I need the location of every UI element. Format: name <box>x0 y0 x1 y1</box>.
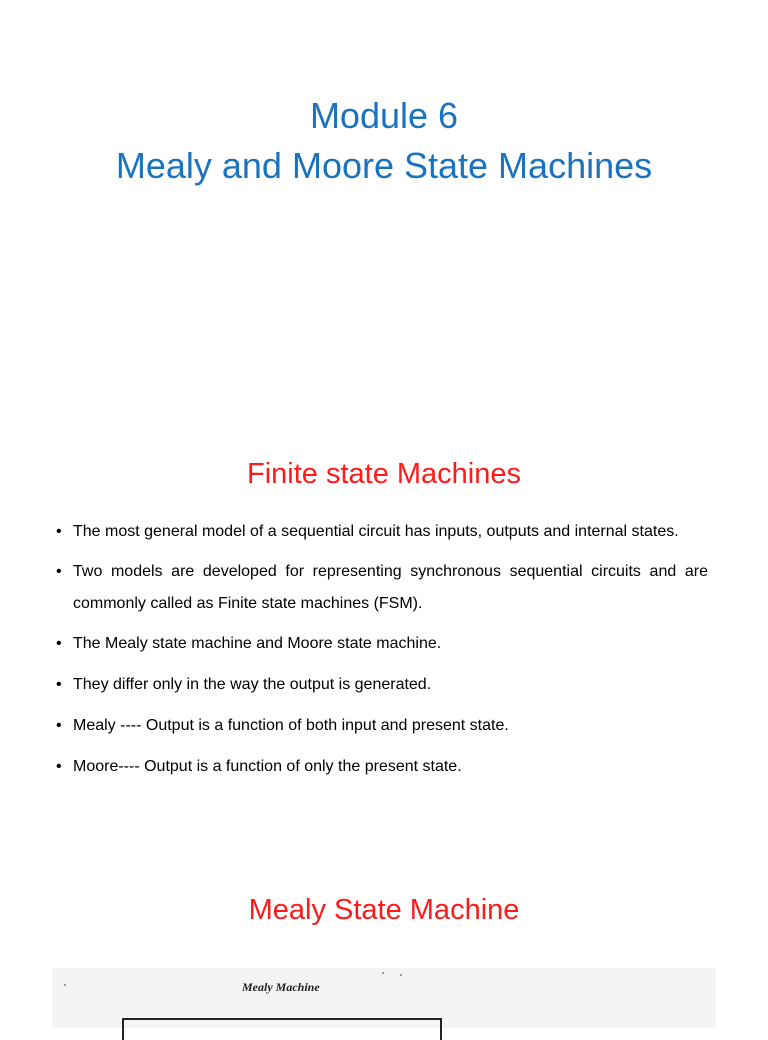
bullet-text: They differ only in the way the output is generated. <box>73 676 432 693</box>
bullet-item <box>56 628 708 660</box>
fsm-heading: Finite state Machines <box>246 458 521 490</box>
bullet-dot-icon: • <box>56 523 62 540</box>
scan-speck <box>400 974 402 976</box>
module-subtitle: Mealy and Moore State Machines <box>115 145 653 186</box>
mealy-heading: Mealy State Machine <box>248 894 520 926</box>
bullet-text: The Mealy state machine and Moore state machine. <box>73 635 442 652</box>
bullet-text: Moore---- Output is a function of only the present state. <box>73 758 462 775</box>
mealy-diagram-scan <box>52 968 716 1028</box>
bullet-item <box>56 710 708 742</box>
mealy-diagram-box <box>122 1018 442 1040</box>
bullet-dot-icon: • <box>56 676 62 693</box>
bullet-dot-icon: • <box>56 563 62 580</box>
fsm-slide <box>0 420 768 860</box>
title-slide <box>0 0 768 420</box>
mealy-slide <box>0 860 768 1024</box>
mealy-diagram-label: Mealy Machine <box>242 980 320 994</box>
bullet-item <box>56 556 708 620</box>
scan-speck <box>64 984 66 986</box>
bullet-item <box>56 516 708 548</box>
bullet-text: The most general model of a sequential circuit has inputs, outputs and internal states. <box>73 523 679 540</box>
fsm-bullet-list <box>56 516 708 792</box>
bullet-item <box>56 751 708 783</box>
bullet-text: Two models are developed for representing synchronous sequential circuits and are commonly called as Finite state machines (FSM). <box>73 563 708 612</box>
bullet-dot-icon: • <box>56 758 62 775</box>
bullet-dot-icon: • <box>56 635 62 652</box>
bullet-text: Mealy ---- Output is a function of both input and present state. <box>73 717 509 734</box>
module-title: Module 6 <box>309 95 459 136</box>
bullet-item <box>56 669 708 701</box>
scan-speck <box>382 972 384 974</box>
bullet-dot-icon: • <box>56 717 62 734</box>
